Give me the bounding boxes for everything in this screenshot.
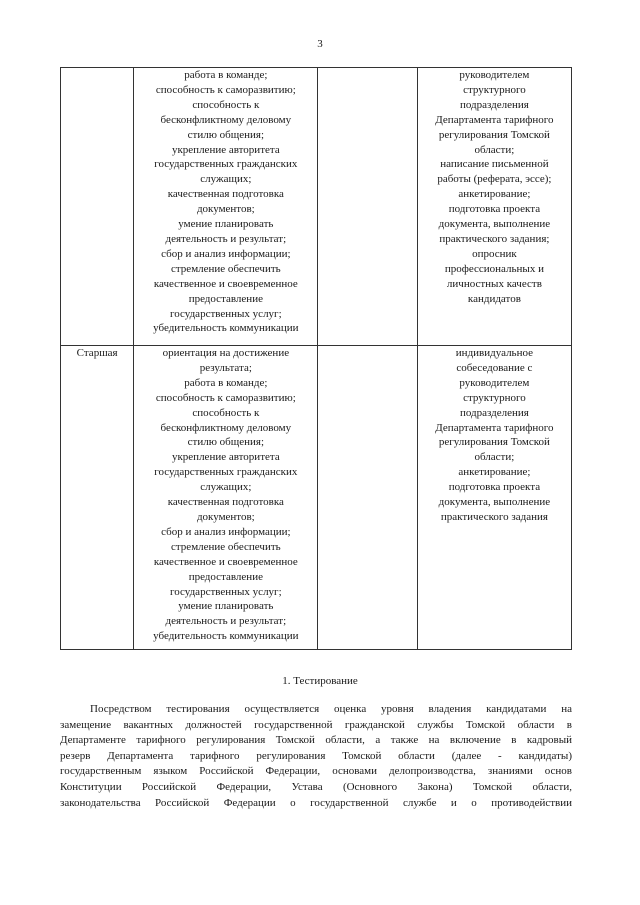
method-line: Департамента тарифного xyxy=(435,421,554,434)
method-line: области; xyxy=(474,451,515,464)
method-line: руководителем xyxy=(459,69,530,81)
method-line: области; xyxy=(474,143,515,156)
method-line: практического задания xyxy=(440,510,548,523)
quality-line: сбор и анализ информации; xyxy=(161,247,291,260)
quality-line: ориентация на достижение xyxy=(162,347,290,359)
method-line: работы (реферата, эссе); xyxy=(437,173,552,186)
quality-line: стремление обеспечить xyxy=(170,262,281,275)
method-line: регулирования Томской xyxy=(438,128,550,141)
method-line: документа, выполнение xyxy=(438,218,551,231)
quality-line: предоставление xyxy=(188,570,263,583)
quality-line: государственных услуг; xyxy=(170,585,282,598)
method-line: Департамента тарифного xyxy=(435,113,554,126)
table-row xyxy=(61,68,572,346)
quality-line: предоставление xyxy=(188,292,263,305)
quality-line: укрепление авторитета xyxy=(171,143,280,156)
quality-line: работа в команде; xyxy=(184,69,268,81)
section-title: 1. Тестирование xyxy=(282,675,358,687)
group-cell xyxy=(61,68,134,346)
quality-line: качественное и своевременное xyxy=(153,277,298,290)
quality-line: убедительность коммуникации xyxy=(153,630,299,643)
paragraph-line: законодательства Российской Федерации о государственной службе и о противодействии xyxy=(60,796,572,809)
quality-line: способность к саморазвитию; xyxy=(155,391,296,404)
group-cell: Старшая xyxy=(61,346,134,650)
body-paragraph xyxy=(60,702,572,811)
method-line: руководителем xyxy=(459,376,530,389)
quality-line: работа в команде; xyxy=(184,376,268,389)
methods-cell xyxy=(417,68,571,346)
quality-line: способность к xyxy=(192,406,260,419)
method-line: анкетирование; xyxy=(458,466,531,479)
quality-line: документов; xyxy=(196,510,255,523)
method-line: практического задания; xyxy=(439,232,550,245)
paragraph-line: государственным языком Российской Федерации, основами делопроизводства, знаниями основ xyxy=(60,765,572,778)
quality-line: бесконфликтному деловому xyxy=(160,113,292,126)
quality-line: государственных гражданских xyxy=(154,466,298,479)
table-row xyxy=(61,346,572,650)
quality-line: укрепление авторитета xyxy=(171,451,280,464)
method-line: анкетирование; xyxy=(458,188,531,201)
paragraph-line: Департаменте тарифного регулирования Томской области, а также на включение в кадровый xyxy=(60,734,572,747)
method-line: структурного xyxy=(463,83,526,96)
method-line: подготовка проекта xyxy=(448,481,541,494)
method-line: подготовка проекта xyxy=(448,203,541,216)
quality-line: деятельность и результат; xyxy=(165,615,287,628)
method-line: регулирования Томской xyxy=(438,436,550,449)
paragraph-line: Конституции Российской Федерации, Устава (Основного Закона) Томской области, xyxy=(60,780,572,793)
quality-line: качественное и своевременное xyxy=(153,555,298,568)
quality-line: способность к xyxy=(192,98,260,111)
method-line: кандидатов xyxy=(467,292,521,305)
quality-line: государственных услуг; xyxy=(170,307,282,320)
quality-line: деятельность и результат; xyxy=(165,232,287,245)
page-number: 3 xyxy=(317,38,323,50)
method-line: собеседование с xyxy=(456,361,533,374)
quality-line: служащих; xyxy=(200,173,252,186)
quality-line: бесконфликтному деловому xyxy=(160,421,292,434)
method-line: опросник xyxy=(472,247,517,260)
quality-line: стремление обеспечить xyxy=(170,540,281,553)
quality-line: государственных гражданских xyxy=(154,158,298,171)
quality-line: сбор и анализ информации; xyxy=(161,525,291,538)
method-line: профессиональных и xyxy=(444,262,544,275)
quality-line: качественная подготовка xyxy=(167,188,284,201)
empty-cell xyxy=(318,68,417,346)
qualities-cell xyxy=(134,346,318,650)
quality-line: умение планировать xyxy=(178,218,274,231)
methods-cell xyxy=(417,346,571,650)
method-line: структурного xyxy=(463,391,526,404)
method-line: индивидуальное xyxy=(455,347,533,359)
method-line: написание письменной xyxy=(440,158,549,171)
quality-line: стилю общения; xyxy=(187,436,265,449)
paragraph-line: резерв Департамента тарифного регулирования Томской области (далее - кандидаты) xyxy=(60,749,572,762)
qualities-cell xyxy=(134,68,318,346)
quality-line: документов; xyxy=(196,203,255,216)
method-line: подразделения xyxy=(459,406,529,419)
quality-line: результата; xyxy=(199,361,252,374)
method-line: подразделения xyxy=(459,98,529,111)
paragraph-line: Посредством тестирования осуществляется оценка уровня владения кандидатами на xyxy=(90,703,572,715)
method-line: документа, выполнение xyxy=(438,496,551,509)
quality-line: способность к саморазвитию; xyxy=(155,83,296,96)
quality-line: умение планировать xyxy=(178,600,274,613)
quality-line: качественная подготовка xyxy=(167,496,284,509)
quality-line: убедительность коммуникации xyxy=(153,322,299,335)
method-line: личностных качеств xyxy=(446,277,542,290)
quality-line: служащих; xyxy=(200,481,252,494)
quality-line: стилю общения; xyxy=(187,128,265,141)
empty-cell xyxy=(318,346,417,650)
competency-table xyxy=(60,67,572,650)
paragraph-line: замещение вакантных должностей государственной гражданской службы Томской области в xyxy=(60,718,572,731)
